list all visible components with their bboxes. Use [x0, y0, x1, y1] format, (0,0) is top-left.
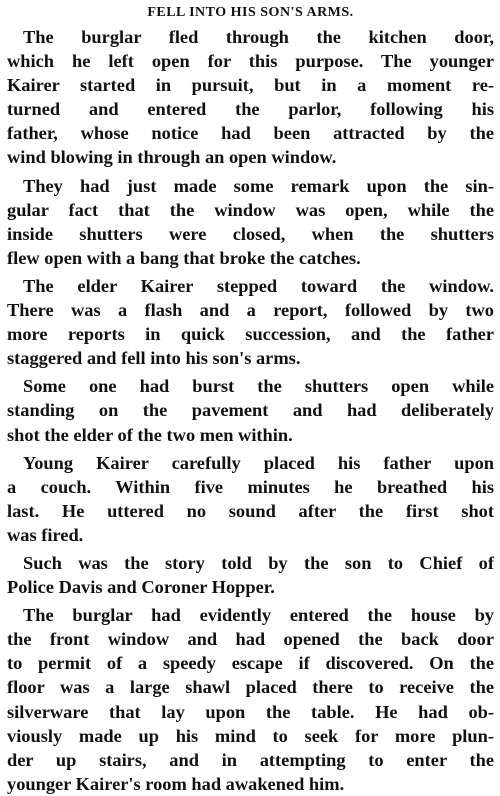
article-paragraph: [7, 451, 494, 547]
text-line: a couch. Within five minutes he breathed his: [7, 476, 494, 497]
text-line: silverware that lay upon the table. He had ob-: [7, 701, 494, 722]
text-line: der up stairs, and in attempting to enter the: [7, 749, 494, 770]
article-body: [7, 25, 494, 796]
text-line: Kairer started in pursuit, but in a moment re-: [7, 75, 494, 96]
text-line: floor was a large shawl placed there to receive the: [7, 677, 494, 698]
text-line: The elder Kairer stepped toward the window.: [23, 275, 494, 296]
article-paragraph: [7, 174, 494, 270]
text-line: Young Kairer carefully placed his father upon: [23, 452, 494, 473]
text-line: to permit of a speedy escape if discovered. On the: [7, 653, 494, 674]
text-line: wind blowing in through an open window.: [7, 147, 337, 168]
article-paragraph: [7, 551, 494, 599]
text-line: shot the elder of the two men within.: [7, 424, 293, 445]
text-line: standing on the pavement and had deliberately: [7, 400, 494, 421]
article-paragraph: [7, 25, 494, 170]
text-line: turned and entered the parlor, following his: [7, 99, 494, 120]
text-line: younger Kairer's room had awakened him.: [7, 773, 345, 794]
text-line: father, whose notice had been attracted by the: [7, 123, 494, 144]
text-line: The burglar fled through the kitchen door,: [23, 27, 494, 47]
text-line: Police Davis and Coroner Hopper.: [7, 577, 275, 598]
text-line: more reports in quick succession, and the father: [7, 324, 494, 345]
text-line: Such was the story told by the son to Chief of: [23, 552, 494, 573]
article-paragraph: [7, 274, 494, 370]
text-line: viously made up his mind to seek for more plun-: [7, 725, 494, 746]
text-line: inside shutters were closed, when the shutters: [7, 223, 494, 244]
article-headline: FELL INTO HIS SON'S ARMS.: [147, 5, 354, 20]
article-paragraph: [7, 603, 494, 796]
text-line: staggered and fell into his son's arms.: [7, 348, 301, 369]
text-line: which he left open for this purpose. The younger: [7, 51, 494, 72]
text-line: was fired.: [7, 524, 84, 545]
text-line: flew open with a bang that broke the catches.: [7, 247, 361, 268]
text-line: The burglar had evidently entered the house by: [23, 605, 494, 626]
text-line: They had just made some remark upon the sin-: [23, 175, 494, 196]
text-line: There was a flash and a report, followed by two: [7, 300, 494, 321]
text-line: last. He uttered no sound after the first shot: [7, 500, 494, 521]
article-paragraph: [7, 374, 494, 446]
text-line: Some one had burst the shutters open while: [23, 376, 494, 397]
text-line: the front window and had opened the back door: [7, 629, 494, 650]
text-line: gular fact that the window was open, while the: [7, 199, 494, 220]
